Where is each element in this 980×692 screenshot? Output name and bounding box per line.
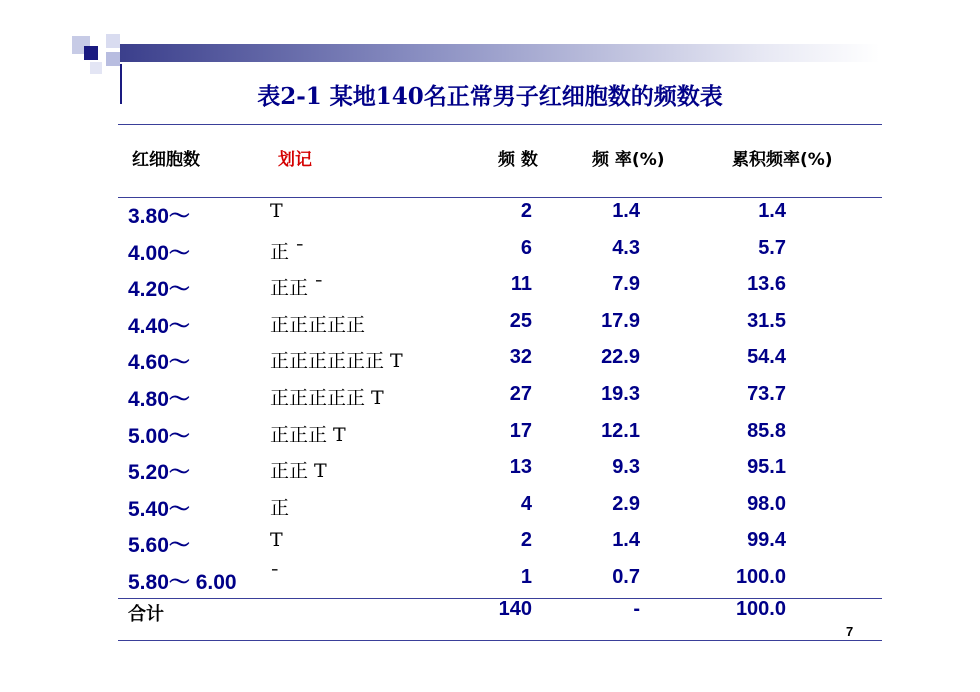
rate-cell: 0.7 bbox=[612, 566, 640, 588]
tally-cell: 正 bbox=[270, 496, 290, 519]
tally-cell: T bbox=[270, 529, 283, 552]
range-cell: 4.60～ bbox=[128, 351, 190, 375]
deco-square bbox=[84, 46, 98, 60]
header-cumulative-rate: 累积频率(%) bbox=[732, 150, 833, 170]
rate-cell: 9.3 bbox=[612, 456, 640, 479]
cumulative-cell: 99.4 bbox=[747, 529, 786, 552]
rate-cell: 12.1 bbox=[601, 419, 640, 442]
frequency-cell: 17 bbox=[509, 419, 532, 442]
cumulative-cell: 95.1 bbox=[747, 456, 786, 479]
frequency-cell: 13 bbox=[509, 456, 532, 479]
table-top-rule bbox=[118, 124, 882, 125]
range-cell: 5.80～ 6.00 bbox=[128, 571, 237, 594]
frequency-cell: 25 bbox=[509, 309, 532, 332]
tally-cell: 正正正 T bbox=[270, 423, 346, 446]
table-row bbox=[0, 381, 980, 417]
range-cell: 4.40～ bbox=[128, 314, 190, 338]
frequency-cell: 27 bbox=[509, 383, 532, 405]
tally-cell: 正正正正正 bbox=[270, 313, 366, 336]
range-cell: 5.60～ bbox=[128, 534, 190, 558]
tally-cell: 正正正正正正 T bbox=[270, 350, 403, 373]
slide-title: 表2-1 某地140名正常男子红细胞数的频数表 bbox=[257, 83, 723, 110]
header-red-cell-count: 红细胞数 bbox=[132, 150, 200, 170]
cumulative-cell: 54.4 bbox=[747, 346, 786, 369]
table-row bbox=[0, 198, 980, 234]
tally-cell: 正正正正正 T bbox=[270, 387, 384, 409]
cumulative-cell: 100.0 bbox=[735, 566, 786, 588]
total-label: 合计 bbox=[128, 604, 164, 625]
range-cell: 3.80～ bbox=[128, 205, 190, 228]
header-gradient-bar bbox=[120, 44, 880, 62]
rate-cell: 7.9 bbox=[612, 273, 640, 296]
header-rate: 频 率(%) bbox=[592, 150, 665, 170]
tally-cell: ¯ bbox=[270, 566, 280, 588]
range-cell: 5.20～ bbox=[128, 461, 190, 485]
table-row bbox=[0, 235, 980, 271]
range-cell: 5.40～ bbox=[128, 497, 190, 521]
frequency-cell: 11 bbox=[510, 273, 532, 296]
deco-square bbox=[106, 52, 120, 66]
table-row bbox=[0, 308, 980, 344]
rate-cell: 22.9 bbox=[601, 346, 640, 369]
rate-cell: 1.4 bbox=[612, 200, 640, 222]
total-cumulative: 100.0 bbox=[735, 598, 786, 620]
table-row bbox=[0, 454, 980, 490]
tally-cell: 正正 ¯ bbox=[270, 277, 324, 300]
rate-cell: 4.3 bbox=[612, 236, 640, 259]
table-row bbox=[0, 564, 980, 600]
table-total-row bbox=[0, 596, 980, 632]
total-rate: - bbox=[633, 598, 640, 620]
table-row bbox=[0, 491, 980, 527]
frequency-cell: 2 bbox=[520, 200, 532, 222]
deco-square bbox=[90, 62, 102, 74]
range-cell: 5.00～ bbox=[128, 424, 190, 448]
rate-cell: 19.3 bbox=[601, 383, 640, 405]
rate-cell: 17.9 bbox=[601, 309, 640, 332]
table-row bbox=[0, 418, 980, 454]
table-bottom-rule bbox=[118, 640, 882, 641]
tally-cell: 正 ¯ bbox=[270, 240, 305, 263]
cumulative-cell: 5.7 bbox=[758, 236, 786, 259]
range-cell: 4.20～ bbox=[128, 278, 190, 302]
frequency-cell: 32 bbox=[509, 346, 532, 369]
cumulative-cell: 73.7 bbox=[747, 383, 786, 405]
cumulative-cell: 85.8 bbox=[747, 419, 786, 442]
rate-cell: 2.9 bbox=[612, 492, 640, 515]
page-number: 7 bbox=[846, 624, 854, 639]
range-cell: 4.80～ bbox=[128, 388, 190, 411]
deco-square bbox=[106, 34, 120, 48]
cumulative-cell: 1.4 bbox=[758, 200, 786, 222]
frequency-cell: 6 bbox=[520, 236, 532, 259]
cumulative-cell: 13.6 bbox=[747, 273, 786, 296]
tally-cell: T bbox=[270, 200, 283, 222]
table-row bbox=[0, 344, 980, 380]
range-cell: 4.00～ bbox=[128, 241, 190, 265]
frequency-cell: 1 bbox=[520, 566, 532, 588]
cumulative-cell: 98.0 bbox=[747, 492, 786, 515]
frequency-cell: 4 bbox=[520, 492, 532, 515]
header-frequency: 频 数 bbox=[498, 150, 538, 170]
rate-cell: 1.4 bbox=[612, 529, 640, 552]
table-row bbox=[0, 527, 980, 563]
tally-cell: 正正 T bbox=[270, 460, 327, 483]
table-row bbox=[0, 271, 980, 307]
total-frequency: 140 bbox=[498, 598, 532, 620]
frequency-cell: 2 bbox=[520, 529, 532, 552]
header-tally: 划记 bbox=[278, 150, 312, 170]
cumulative-cell: 31.5 bbox=[747, 309, 786, 332]
